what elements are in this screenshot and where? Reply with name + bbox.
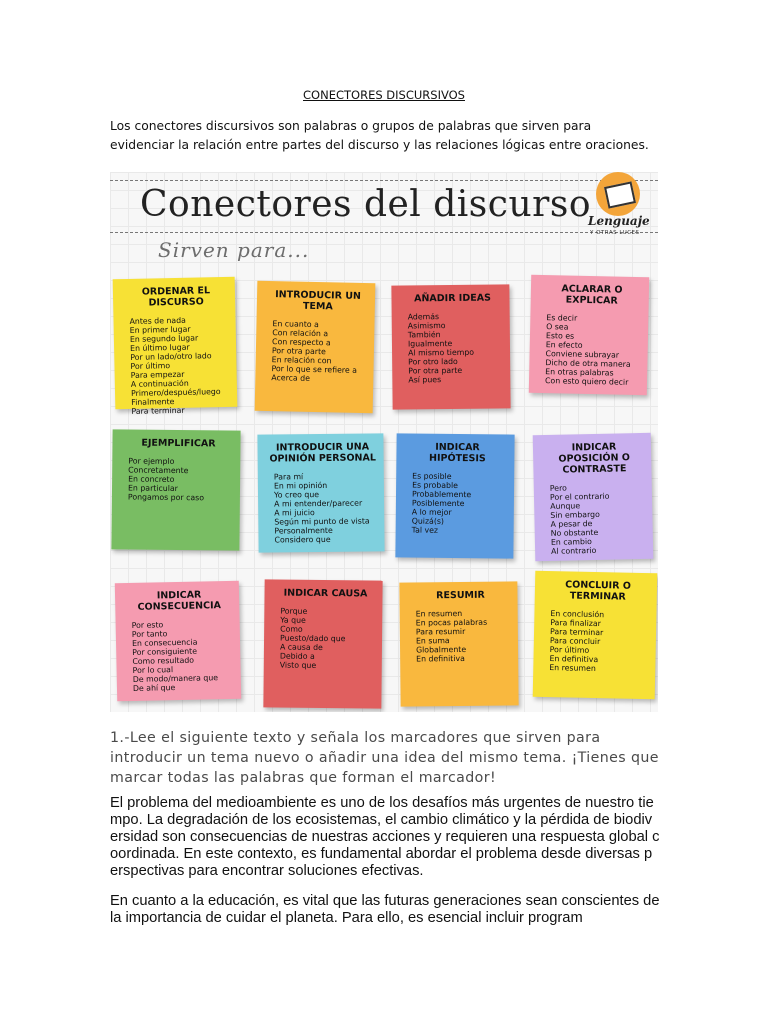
connector-item: Por otra parte <box>271 346 326 357</box>
connector-item: Dicho de otra manera <box>545 358 631 369</box>
connector-item: Tal vez <box>411 525 439 535</box>
sticky-note <box>111 429 240 550</box>
note-heading: ACLARAR O EXPLICAR <box>561 283 623 307</box>
connector-item: Con relación a <box>272 328 329 339</box>
note-heading: RESUMIR <box>436 589 485 602</box>
note-items <box>123 315 231 416</box>
note-heading: INTRODUCIR UNA OPINIÓN PERSONAL <box>269 441 376 465</box>
connector-item: Sin embargo <box>550 509 600 520</box>
connector-item: Para resumir <box>415 626 466 637</box>
note-items <box>406 471 509 535</box>
connector-item: En último lugar <box>130 342 190 353</box>
sticky-note <box>395 433 514 558</box>
text-paragraph-2: En cuanto a la educación, es vital que las futuras generaciones sean conscientes de la importancia de cuidar el planeta. Para ello, es esencial incluir program <box>110 893 660 926</box>
connector-item: Igualmente <box>407 338 453 349</box>
connector-item: Primero/después/luego <box>130 387 221 398</box>
connector-item: Esto es <box>545 331 575 341</box>
connector-item: Por lo cual <box>132 665 174 675</box>
note-items <box>268 471 379 544</box>
connector-item: En resumen <box>415 608 463 619</box>
connector-item: También <box>407 330 441 340</box>
logo-tagline: Y OTRAS LUCES <box>590 230 640 236</box>
note-items <box>402 311 505 384</box>
connector-item: Con respecto a <box>272 337 331 348</box>
connector-item: Probablemente <box>411 489 472 500</box>
connector-item: Por ejemplo <box>128 456 175 466</box>
connector-item: A mi juicio <box>274 508 315 518</box>
connector-item: Por otro lado <box>408 356 458 367</box>
poster-title-rule <box>110 232 658 233</box>
intro-paragraph: Los conectores discursivos son palabras o grupos de palabras que sirven para evidenciar la relación entre partes del discurso y las relaciones lógicas entre oraciones. <box>110 119 649 152</box>
connector-item: Asimismo <box>407 321 446 331</box>
poster-title: Conectores del discurso <box>140 184 591 225</box>
connector-item: Como <box>280 624 303 634</box>
connector-item: En primer lugar <box>129 324 191 335</box>
connector-item: En segundo lugar <box>129 333 199 344</box>
connector-item: A lo mejor <box>411 507 452 517</box>
connector-item: En consecuencia <box>131 637 198 648</box>
connector-item: Pero <box>549 483 567 493</box>
connector-item: Personalmente <box>274 525 333 536</box>
logo-name: Lenguaje <box>588 214 650 228</box>
connector-item: En mi opinión <box>273 480 328 491</box>
connector-item: Para terminar <box>549 627 604 638</box>
note-heading: INDICAR CAUSA <box>283 587 368 600</box>
connector-item: Concretamente <box>128 465 189 476</box>
note-heading: EJEMPLIFICAR <box>141 437 216 450</box>
connector-item: Por otra parte <box>408 365 463 376</box>
connector-item: Ya que <box>280 615 306 625</box>
connector-item: Finalmente <box>131 397 175 407</box>
sticky-note <box>263 579 382 708</box>
connector-item: Es decir <box>546 313 578 323</box>
sticky-note <box>533 433 654 561</box>
connector-item: En definitiva <box>549 654 599 665</box>
connector-item: Por un lado/otro lado <box>130 351 212 362</box>
note-items <box>544 482 647 556</box>
note-heading: INDICAR CONSECUENCIA <box>137 589 222 613</box>
sticky-note <box>391 284 510 409</box>
sticky-note <box>257 433 384 552</box>
connector-item: Para concluir <box>549 636 601 647</box>
lenguaje-logo <box>580 172 658 242</box>
connector-item: De modo/manera que <box>132 673 219 684</box>
sticky-note <box>399 581 518 706</box>
connector-item: Al contrario <box>551 545 597 556</box>
connector-item: Así pues <box>408 375 442 385</box>
connector-item: Acerca de <box>271 373 311 383</box>
poster-subtitle: Sirven para... <box>158 238 310 262</box>
connector-item: De ahí que <box>132 683 176 693</box>
connector-item: Yo creo que <box>273 490 320 500</box>
connector-item: Por tanto <box>131 629 168 639</box>
connector-item: Por el contrario <box>549 491 610 502</box>
connector-item: Es posible <box>412 471 452 481</box>
connector-item: Por lo que se refiere a <box>271 364 358 375</box>
connector-item: En suma <box>415 636 450 646</box>
connector-item: Por último <box>130 361 171 371</box>
connector-item: Debido a <box>279 651 315 661</box>
note-items <box>126 619 235 693</box>
note-items <box>274 606 377 670</box>
connector-item: A pesar de <box>550 519 593 529</box>
note-items <box>265 319 368 384</box>
exercise-instruction: 1.-Lee el siguiente texto y señala los marcadores que sirven para introducir un tema nuevo o añadir una idea del mismo tema. ¡Tienes que marcar todas las palabras que forman el marcador! <box>110 730 659 786</box>
sticky-note <box>533 571 658 700</box>
connector-item: Para finalizar <box>550 618 601 629</box>
sticky-note <box>529 275 649 395</box>
connector-item: En conclusión <box>550 609 605 620</box>
connector-item: Aunque <box>550 501 581 511</box>
page-title: CONECTORES DISCURSIVOS <box>303 88 465 102</box>
note-items <box>410 608 513 663</box>
note-heading: CONCLUIR O TERMINAR <box>565 579 631 603</box>
connector-item: En cuanto a <box>272 319 319 330</box>
connector-item: Pongamos por caso <box>127 492 205 503</box>
connector-item: O sea <box>546 322 569 332</box>
note-items <box>543 609 650 674</box>
connector-item: Puesto/dado que <box>280 633 346 644</box>
connector-item: En otras palabras <box>545 367 614 378</box>
poster-top-rule <box>110 180 658 181</box>
connector-item: Por esto <box>131 620 164 630</box>
connector-item: A causa de <box>279 642 323 652</box>
connectors-poster <box>110 172 658 712</box>
connector-item: Según mi punto de vista <box>274 516 370 527</box>
connector-item: En definitiva <box>416 653 465 664</box>
connector-item: A mi entender/parecer <box>274 498 363 509</box>
connector-item: En pocas palabras <box>415 617 488 628</box>
note-heading: ORDENAR EL DISCURSO <box>141 285 211 309</box>
connector-item: Por consiguiente <box>132 646 198 657</box>
connector-item: Por último <box>549 645 590 655</box>
connector-item: Para mí <box>273 472 304 482</box>
sticky-note <box>113 277 238 416</box>
sticky-note <box>255 281 376 413</box>
connector-item: En efecto <box>545 340 583 350</box>
connector-item: En resumen <box>549 663 596 674</box>
sticky-note <box>115 581 241 702</box>
connector-item: Globalmente <box>416 644 467 655</box>
note-items <box>122 456 234 502</box>
note-heading: INDICAR HIPÓTESIS <box>428 441 486 465</box>
connector-item: No obstante <box>550 527 599 538</box>
connector-item: A continuación <box>130 378 189 389</box>
note-items <box>539 313 642 387</box>
connector-item: Para empezar <box>130 369 185 380</box>
connector-item: Al mismo tiempo <box>408 347 475 358</box>
connector-item: Porque <box>280 606 308 616</box>
connector-item: Considero que <box>274 534 331 545</box>
connector-item: Además <box>407 312 440 322</box>
connector-item: Antes de nada <box>129 315 186 326</box>
connector-item: Quizá(s) <box>411 516 445 526</box>
connector-item: En cambio <box>550 537 592 547</box>
connector-item: Con esto quiero decir <box>544 376 629 387</box>
note-heading: AÑADIR IDEAS <box>414 292 491 305</box>
text-paragraph-1: El problema del medioambiente es uno de los desafíos más urgentes de nuestro tiempo. La degradación de los ecosistemas, el cambio climático y la pérdida de biodiversidad son consecuencias de nuestras acciones y requieren una respuesta global coordinada. En este contexto, es fundamental abordar el problema desde diversas perspectivas para encontrar soluciones efectivas. <box>110 795 660 879</box>
connector-item: Como resultado <box>132 655 195 666</box>
connector-item: Visto que <box>279 660 317 670</box>
connector-item: Es probable <box>412 480 459 491</box>
connector-item: Posiblemente <box>411 498 465 509</box>
connector-item: En particular <box>127 483 178 494</box>
connector-item: Para terminar <box>131 405 185 416</box>
connector-item: En relación con <box>271 355 332 366</box>
connector-item: Conviene subrayar <box>545 349 620 360</box>
note-heading: INDICAR OPOSICIÓN O CONTRASTE <box>558 441 631 476</box>
connector-item: En concreto <box>128 474 175 484</box>
note-heading: INTRODUCIR UN TEMA <box>275 289 362 313</box>
